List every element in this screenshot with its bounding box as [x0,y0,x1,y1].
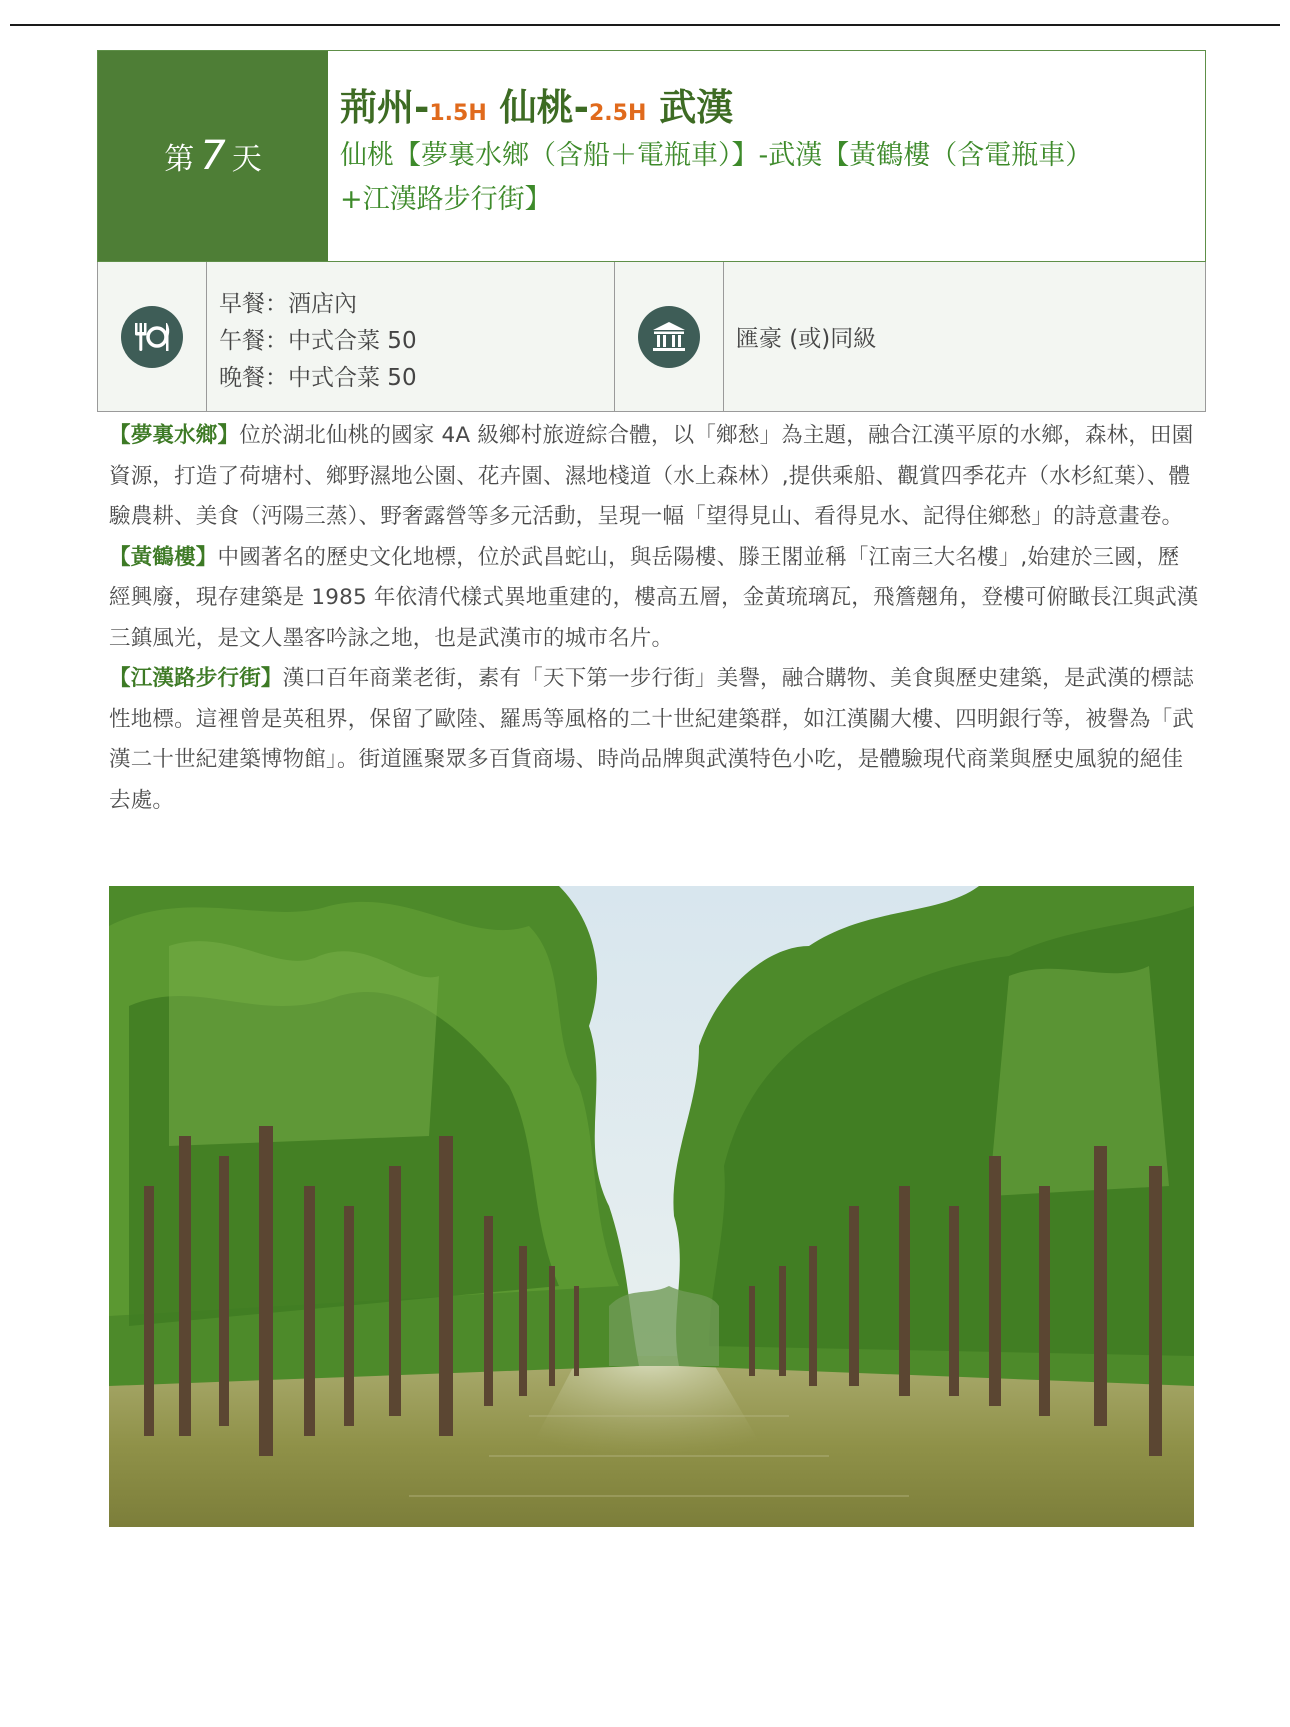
meals-list [207,262,615,411]
route-attractions-line-2: +江漢路步行街】 [340,183,552,215]
description-paragraph [109,659,1201,821]
description-text: 漢口百年商業老街，素有「天下第一步行街」美譽，融合購物、美食與歷史建築，是武漢的標誌性地標。這裡曾是英租界，保留了歐陸、羅馬等風格的二十世紀建築群，如江漢關大樓、四明銀行等，被譽為「武漢二十世紀建築博物館」。街道匯聚眾多百貨商場、時尚品牌與武漢特色小吃，是體驗現代商業與歷史風貌的絕佳去處。 [109,666,1195,813]
route-duration-2: 2.5H [589,101,647,126]
description-paragraph [109,538,1201,660]
description-text: 位於湖北仙桃的國家 4A 級鄉村旅遊綜合體，以「鄉愁」為主題，融合江漢平原的水鄉，森林，田園資源，打造了荷塘村、鄉野濕地公園、花卉園、濕地棧道（水上森林）,提供乘船、觀賞四季花卉（水杉紅葉）、體驗農耕、美食（沔陽三蒸）、野奢露營等多元活動，呈現一幅「望得見山、看得見水、記得住鄉愁」的詩意畫卷。 [109,423,1194,529]
day-number: 7 [200,133,226,179]
hotel-info: 匯豪 (或)同級 [736,326,877,352]
route-city-1: 荊州 [340,86,414,129]
dinner-text: 晚餐：中式合菜 50 [219,365,417,391]
water-forest-photo [109,886,1194,1527]
route-city-2: 仙桃 [499,86,574,129]
itinerary-day [97,50,1206,821]
route-attractions-line-1: 仙桃【夢裏水鄉（含船＋電瓶車）】-武漢【黃鶴樓（含電瓶車） [340,139,1093,171]
description-keyword: 【江漢路步行街】 [109,666,283,691]
meal-icon-cell [98,262,207,411]
hotel-building-icon [638,306,700,368]
breakfast-text: 早餐：酒店內 [219,291,357,317]
route-city-3: 武漢 [659,86,734,129]
day-header [97,50,1206,262]
route-info [328,51,1205,261]
top-rule [10,24,1280,26]
meal-hotel-row [97,262,1206,412]
description-keyword: 【黃鶴樓】 [109,544,218,570]
route-title: 荊州-1.5H 仙桃-2.5H 武漢 [340,86,734,129]
day-badge [98,51,328,261]
hotel-icon-cell [615,262,724,411]
description-keyword: 【夢裏水鄉】 [109,423,240,448]
route-duration-1: 1.5H [429,101,487,126]
day-suffix: 天 [231,142,262,177]
day-prefix: 第 [164,142,195,177]
description-text: 中國著名的歷史文化地標，位於武昌蛇山，與岳陽樓、滕王閣並稱「江南三大名樓」,始建於三國，歷經興廢，現存建築是 1985 年依清代樣式異地重建的，樓高五層，金黃琉璃瓦，飛簷翹角，登樓可俯瞰長江與武漢三鎮風光，是文人墨客吟詠之地，也是武漢市的城市名片。 [109,544,1199,651]
route-attractions [340,134,1191,222]
lunch-text: 午餐：中式合菜 50 [219,328,417,354]
dining-icon [121,306,183,368]
description-paragraph [109,416,1201,538]
attraction-descriptions [109,416,1201,821]
